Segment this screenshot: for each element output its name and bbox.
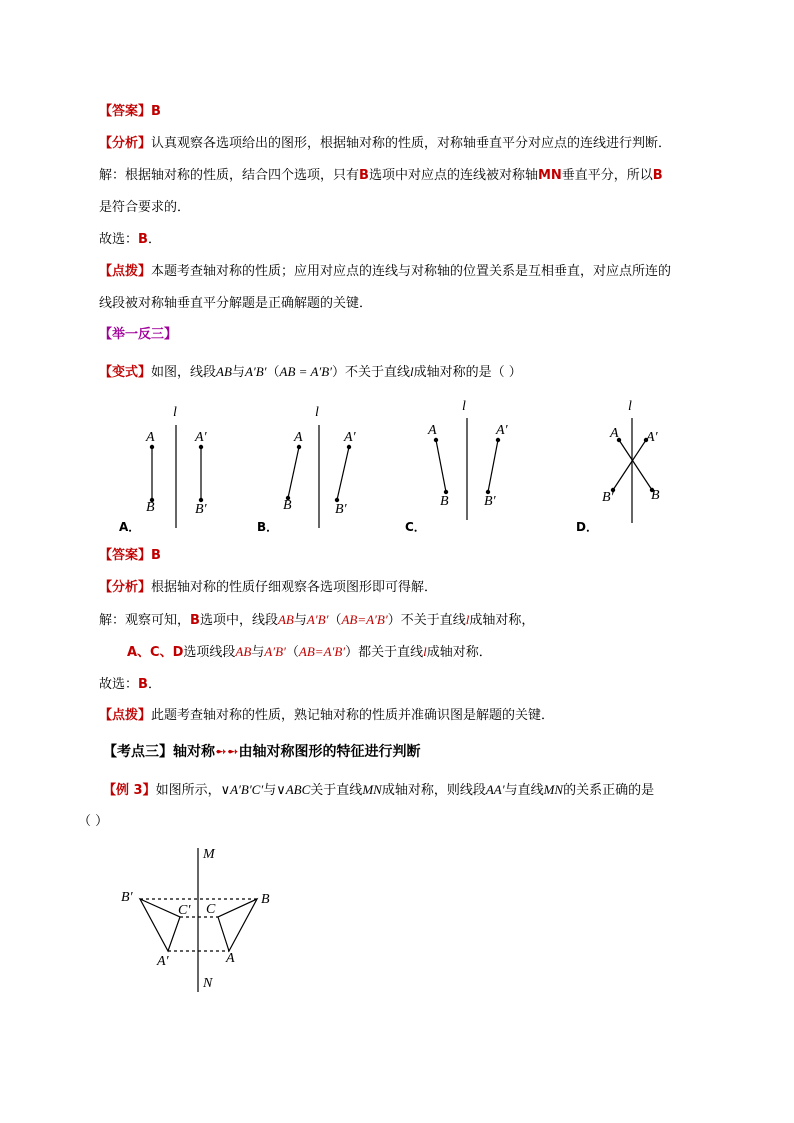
label-b: B [261,892,270,907]
solution-line-2: 是符合要求的． [99,200,191,215]
math: l [423,644,427,659]
text: 成轴对称， [469,613,535,628]
label-a: A [146,430,155,445]
text: 与直线 [504,783,544,798]
math: AB=A′B′ [298,644,346,659]
tip-line-2: 线段被对称轴垂直平分解题是正确解题的关键． [99,296,373,311]
text: （ [266,365,280,380]
solution-text: 解：根据轴对称的性质，结合四个选项，只有 [99,168,360,183]
text: ）不关于直线 [332,365,411,380]
option-b-ref: B [359,168,369,183]
label-n: N [203,976,213,991]
math: AB = A′B′ [279,364,333,379]
math: l [465,612,470,627]
label-b: B [146,500,155,515]
answer-value: B [151,548,161,563]
label-b-prime: B′ [484,494,496,509]
label-a-prime: A′ [496,423,508,438]
math: MN [362,782,382,797]
option-b-ref: B [190,613,200,628]
analysis-text: 认真观察各选项给出的图形，根据轴对称的性质，对称轴垂直平分对应点的连线进行判断． [151,136,672,151]
math: AB=A′B′ [341,612,388,627]
option-a-label: A． [119,520,141,534]
label-m: M [203,847,215,862]
text: 选项中，线段 [199,613,278,628]
text: （ [328,613,342,628]
label-a: A [610,426,619,441]
label-a: A [226,951,235,966]
math: AA′ [485,782,505,797]
label-b: B [651,488,660,503]
text: 故选： [99,677,139,692]
text: ． [147,677,161,692]
tip-text: 此题考查轴对称的性质，熟记轴对称的性质并准确识图是解题的关键． [151,708,555,723]
label-l: l [315,405,319,420]
math: AB [235,644,252,659]
label-b-prime: B′ [602,490,614,505]
label-b-prime: B′ [335,502,347,517]
label-a-prime: A′ [646,430,658,445]
label-l: l [628,399,632,414]
answer-tag: 【答案】 [99,104,152,119]
text: 与 [263,783,277,798]
answer-value: B [151,104,161,119]
choose-text: 故选： [99,232,139,247]
analysis-tag: 【分析】 [99,580,152,595]
label-a-prime: A′ [195,430,207,445]
text: 选项线段 [183,645,236,660]
math: MN [543,782,564,797]
text: 与 [293,613,307,628]
label-a: A [294,430,303,445]
label-b: B [283,498,292,513]
option-c-label: C． [405,520,426,534]
section-heading-practice: 【举一反三】 [99,327,178,342]
text: 由轴对称图形的特征进行判断 [238,744,421,760]
example-tag: 【例 3】 [103,783,156,798]
choose-value: B [138,232,148,247]
analysis-tag: 【分析】 [99,136,152,151]
choose-text: ． [147,232,161,247]
text: 成轴对称． [426,645,492,660]
label-c-prime: C′ [178,903,191,918]
label-a-prime: A′ [157,954,169,969]
text: 与 [231,365,245,380]
math: AB [216,364,232,379]
text: （ [285,645,299,660]
tip-text: 本题考查轴对称的性质；应用对应点的连线与对称轴的位置关系是互相垂直，对应点所连的 [151,264,672,279]
math: ∨ABC [276,782,311,797]
mn-ref: MN [537,168,562,183]
math: A′B′ [244,364,267,379]
text: 成轴对称的是（ ） [413,365,522,380]
math: ∨A′B′C′ [220,782,264,797]
math: A′B′ [264,644,286,659]
option-d-label: D． [576,520,598,534]
text: 的关系正确的是 [563,783,655,798]
variant-tag: 【变式】 [99,365,152,380]
text: 关于直线 [310,783,363,798]
text: ）都关于直线 [345,645,424,660]
answer-tag: 【答案】 [99,548,152,563]
label-b-prime: B′ [121,890,133,905]
answer-parentheses: （ ） [78,814,109,829]
tip-tag: 【点拨】 [99,264,152,279]
label-l: l [462,399,466,414]
solution-text: 垂直平分，所以 [561,168,653,183]
label-l: l [173,405,177,420]
math: AB [277,612,294,627]
options-ref: A、C、D [127,645,184,660]
text: 如图，线段 [151,365,217,380]
text: 成轴对称，则线段 [381,783,486,798]
label-b-prime: B′ [195,502,207,517]
option-b-ref: B [652,168,663,183]
tip-tag: 【点拨】 [99,708,152,723]
solution-text: 选项中对应点的连线被对称轴 [368,168,538,183]
arrow-icon: ➻➻ [215,744,239,760]
text: 如图所示， [155,783,221,798]
label-c: C [206,902,216,917]
text: 解：观察可知， [99,613,191,628]
choose-value: B [138,677,148,692]
math: l [410,364,414,379]
label-a-prime: A′ [344,430,356,445]
text: ）不关于直线 [387,613,466,628]
text: 与 [251,645,265,660]
label-b: B [440,494,449,509]
analysis-text: 根据轴对称的性质仔细观察各选项图形即可得解． [151,580,438,595]
option-b-label: B． [257,520,279,534]
label-a: A [428,423,437,438]
math: A′B′ [306,612,329,627]
text: 【考点三】轴对称 [103,744,215,760]
